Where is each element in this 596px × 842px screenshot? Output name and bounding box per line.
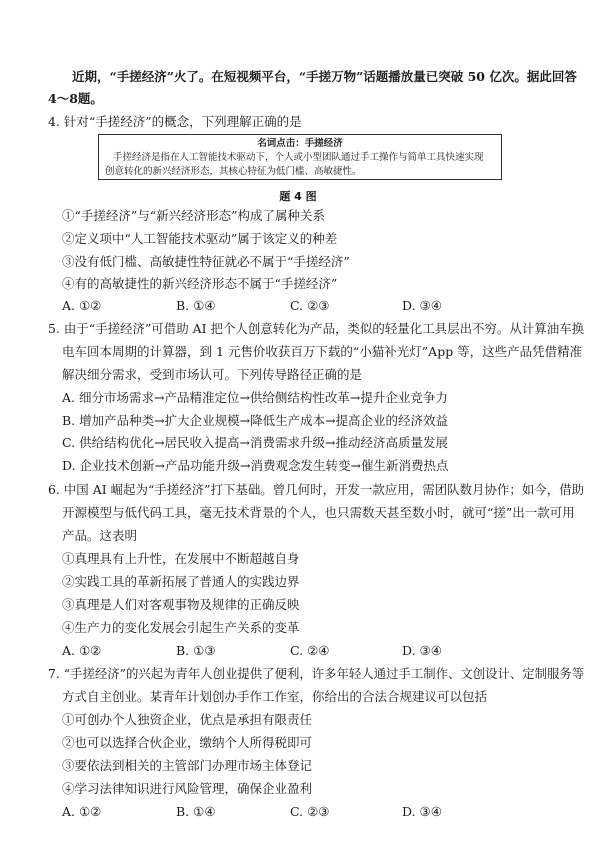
q6-item-3: ③真理是人们对客观事物及规律的正确反映 (62, 597, 300, 612)
q4-item-3: ③没有低门槛、高敏捷性特征就必不属于“手搓经济” (62, 254, 350, 269)
q7-item-1: ①可创办个人独资企业，优点是承担有限责任 (62, 712, 313, 727)
q5-line-3: 解决细分需求，受到市场认可。下列传导路径正确的是 (62, 367, 363, 382)
q7-item-4: ④学习法律知识进行风险管理，确保企业盈利 (62, 781, 313, 796)
q6-item-1: ①真理具有上升性，在发展中不断超越自身 (62, 551, 300, 566)
q5-line-2: 电车回本周期的计算器，到 1 元售价收获百万下载的“小猫补光灯”App 等，这些产品凭借精准 (62, 344, 583, 359)
q7-item-3: ③要依法到相关的主管部门办理市场主体登记 (62, 758, 313, 773)
q5-option-c[interactable]: C. 供给结构优化→居民收入提高→消费需求升级→推动经济高质量发展 (62, 435, 448, 450)
q6-item-2: ②实践工具的革新拓展了普通人的实践边界 (62, 574, 300, 589)
q5-line-1: 5. 由于“手搓经济”可借助 AI 把个人创意转化为产品，类似的轻量化工具层出不穷。从计算油车换 (48, 321, 585, 336)
q4-option-b[interactable]: B. ①④ (176, 298, 216, 313)
q6-item-4: ④生产力的变化发展会引起生产关系的变革 (62, 620, 300, 635)
q6-option-a[interactable]: A. ①② (62, 643, 102, 658)
q4-option-a[interactable]: A. ①② (62, 298, 102, 313)
q7-option-a[interactable]: A. ①② (62, 804, 102, 819)
q6-line-3: 产品。这表明 (62, 528, 138, 543)
q5-option-a[interactable]: A. 细分市场需求→产品精准定位→供给侧结构性改革→提升企业竞争力 (62, 390, 448, 405)
q4-item-4: ④有的高敏捷性的新兴经济形态不属于“手搓经济” (62, 276, 338, 291)
q7-option-b[interactable]: B. ①④ (176, 804, 216, 819)
q5-option-d[interactable]: D. 企业技术创新→产品功能升级→消费观念发生转变→催生新消费热点 (62, 458, 449, 473)
q4-item-2: ②定义项中“人工智能技术驱动”属于该定义的种差 (62, 231, 338, 246)
intro-line-2: 4～8题。 (48, 91, 103, 106)
q4-option-c[interactable]: C. ②③ (290, 298, 330, 313)
q6-option-c[interactable]: C. ②④ (290, 643, 330, 658)
intro-line-1: 近期，“手搓经济”火了。在短视频平台，“手搓万物”话题播放量已突破 50 亿次。据此回答 (72, 69, 577, 84)
q7-item-2: ②也可以选择合伙企业，缴纳个人所得税即可 (62, 735, 313, 750)
definition-box-line-1: 手搓经济是指在人工智能技术驱动下，个人或小型团队通过手工操作与简单工具快速实现 (113, 152, 484, 163)
q6-line-1: 6. 中国 AI 崛起为“手搓经济”打下基础。曾几何时，开发一款应用，需团队数月协作；如今，借助 (48, 482, 585, 497)
q4-option-d[interactable]: D. ③④ (402, 298, 442, 313)
q4-stem: 4. 针对“手搓经济”的概念，下列理解正确的是 (48, 114, 302, 129)
q5-option-b[interactable]: B. 增加产品种类→扩大企业规模→降低生产成本→提高企业的经济效益 (62, 413, 449, 428)
q7-line-2: 方式自主创业。某青年计划创办手作工作室，你给出的合法合规建议可以包括 (62, 689, 488, 704)
definition-box-line-2: 创意转化的新兴经济形态，其核心特征为低门槛、高敏捷性。 (105, 166, 362, 177)
q7-option-c[interactable]: C. ②③ (290, 804, 330, 819)
figure-caption: 题 4 图 (279, 190, 317, 203)
definition-box-title: 名词点击：手搓经济 (257, 138, 343, 149)
q7-option-d[interactable]: D. ③④ (402, 804, 442, 819)
q6-line-2: 开源模型与低代码工具，毫无技术背景的个人，也只需数天甚至数小时，就可“搓”出一款可用 (62, 505, 575, 520)
q6-option-b[interactable]: B. ①③ (176, 643, 216, 658)
q6-option-d[interactable]: D. ③④ (402, 643, 442, 658)
q7-line-1: 7. “手搓经济”的兴起为青年人创业提供了便利，许多年轻人通过手工制作、文创设计、定制服务等 (48, 666, 585, 681)
definition-box (98, 134, 502, 180)
q4-item-1: ①“手搓经济”与“新兴经济形态”构成了属种关系 (62, 208, 326, 223)
